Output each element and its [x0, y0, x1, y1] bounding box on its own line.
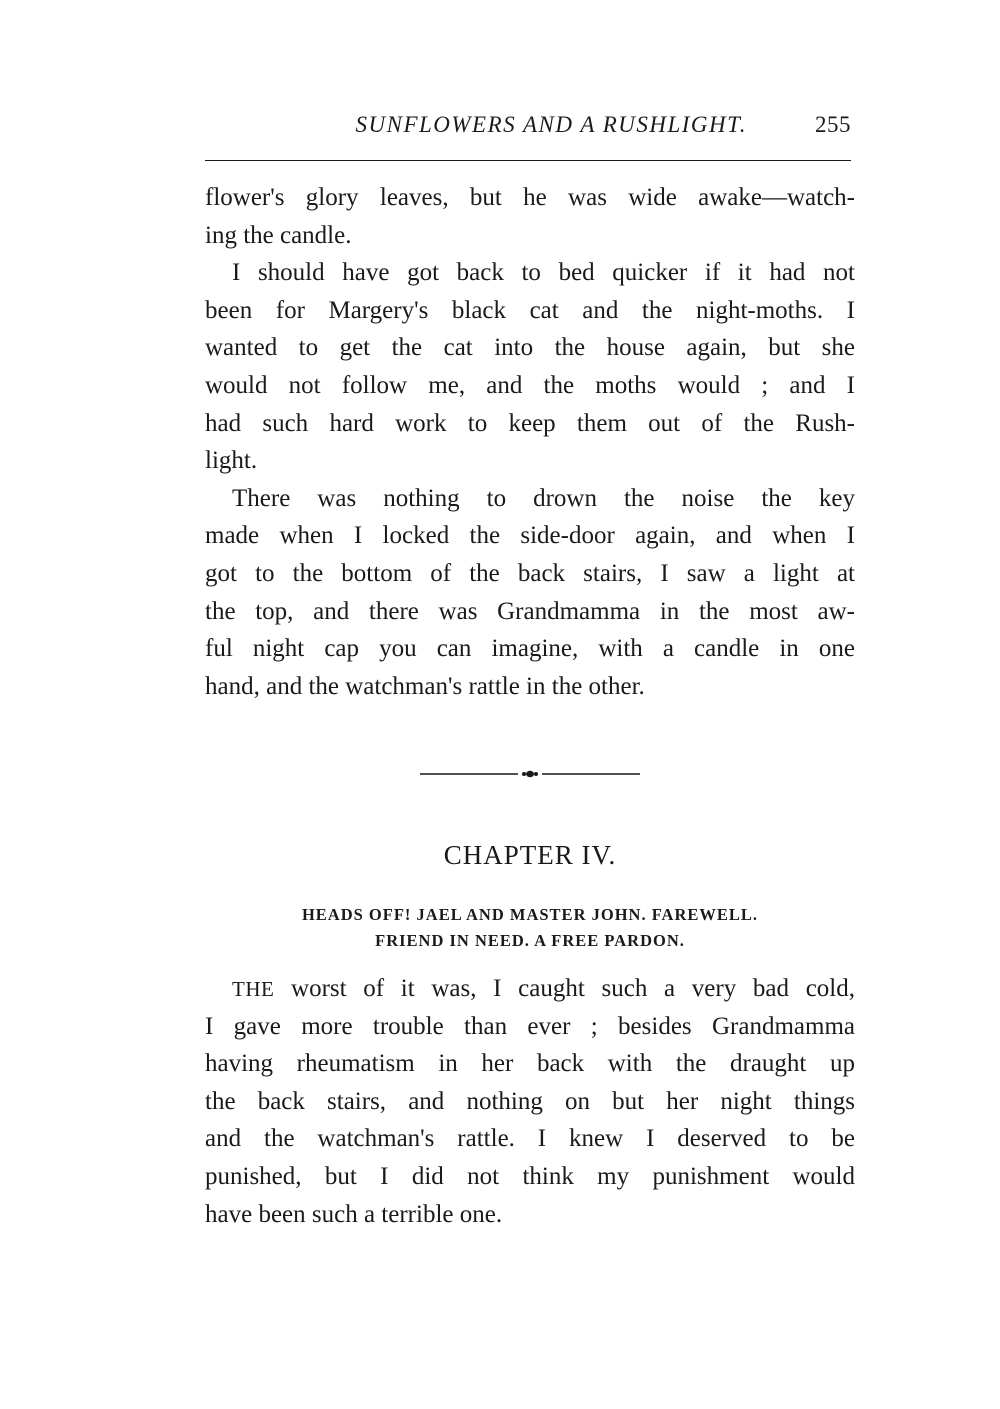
header-rule	[205, 160, 851, 161]
chapter-summary-line: FRIEND IN NEED. A FREE PARDON.	[375, 931, 685, 950]
text-line: hand, and the watchman's rattle in the other.	[205, 672, 645, 700]
text-line: the top, and there was Grandmamma in the most aw-	[205, 597, 855, 625]
text-line: ing the candle.	[205, 221, 352, 249]
text-block-chapter	[205, 970, 855, 1233]
text-line: flower's glory leaves, but he was wide awake—watch-	[205, 184, 855, 211]
text-line: wanted to get the cat into the house again, but she	[205, 334, 855, 362]
opening-line-rest: worst of it was, I caught such a very bad cold,	[274, 975, 855, 1002]
text-line: have been such a terrible one.	[205, 1200, 503, 1228]
text-line: got to the bottom of the back stairs, I saw a light at	[205, 559, 855, 587]
text-line: There was nothing to drown the noise the key	[232, 484, 855, 512]
text-line: would not follow me, and the moths would ; and I	[205, 371, 855, 399]
text-line	[205, 970, 855, 1008]
text-line: made when I locked the side-door again, and when I	[205, 522, 855, 550]
text-line: had such hard work to keep them out of the Rush-	[205, 409, 855, 437]
chapter-summary-line: HEADS OFF! JAEL AND MASTER JOHN. FAREWELL.	[301, 905, 759, 924]
chapter-title: CHAPTER IV.	[443, 840, 617, 870]
section-ornament	[420, 764, 640, 784]
text-line: light.	[205, 447, 258, 475]
chapter-summary	[205, 902, 855, 954]
text-block-top	[205, 179, 855, 705]
running-head	[205, 112, 851, 142]
opening-word: THE	[232, 977, 275, 1001]
running-title: SUNFLOWERS AND A RUSHLIGHT.	[355, 112, 747, 137]
text-line: having rheumatism in her back with the draught up	[205, 1050, 855, 1078]
text-line: ful night cap you can imagine, with a candle in one	[205, 635, 855, 663]
page-number: 255	[815, 112, 851, 137]
text-line: punished, but I did not think my punishment would	[205, 1162, 855, 1190]
text-line: I gave more trouble than ever ; besides Grandmamma	[205, 1012, 855, 1040]
text-line: I should have got back to bed quicker if it had not	[232, 259, 855, 287]
text-line: the back stairs, and nothing on but her night things	[205, 1087, 855, 1115]
text-line: and the watchman's rattle. I knew I deserved to be	[205, 1125, 855, 1153]
text-line: been for Margery's black cat and the night-moths. I	[205, 296, 855, 324]
